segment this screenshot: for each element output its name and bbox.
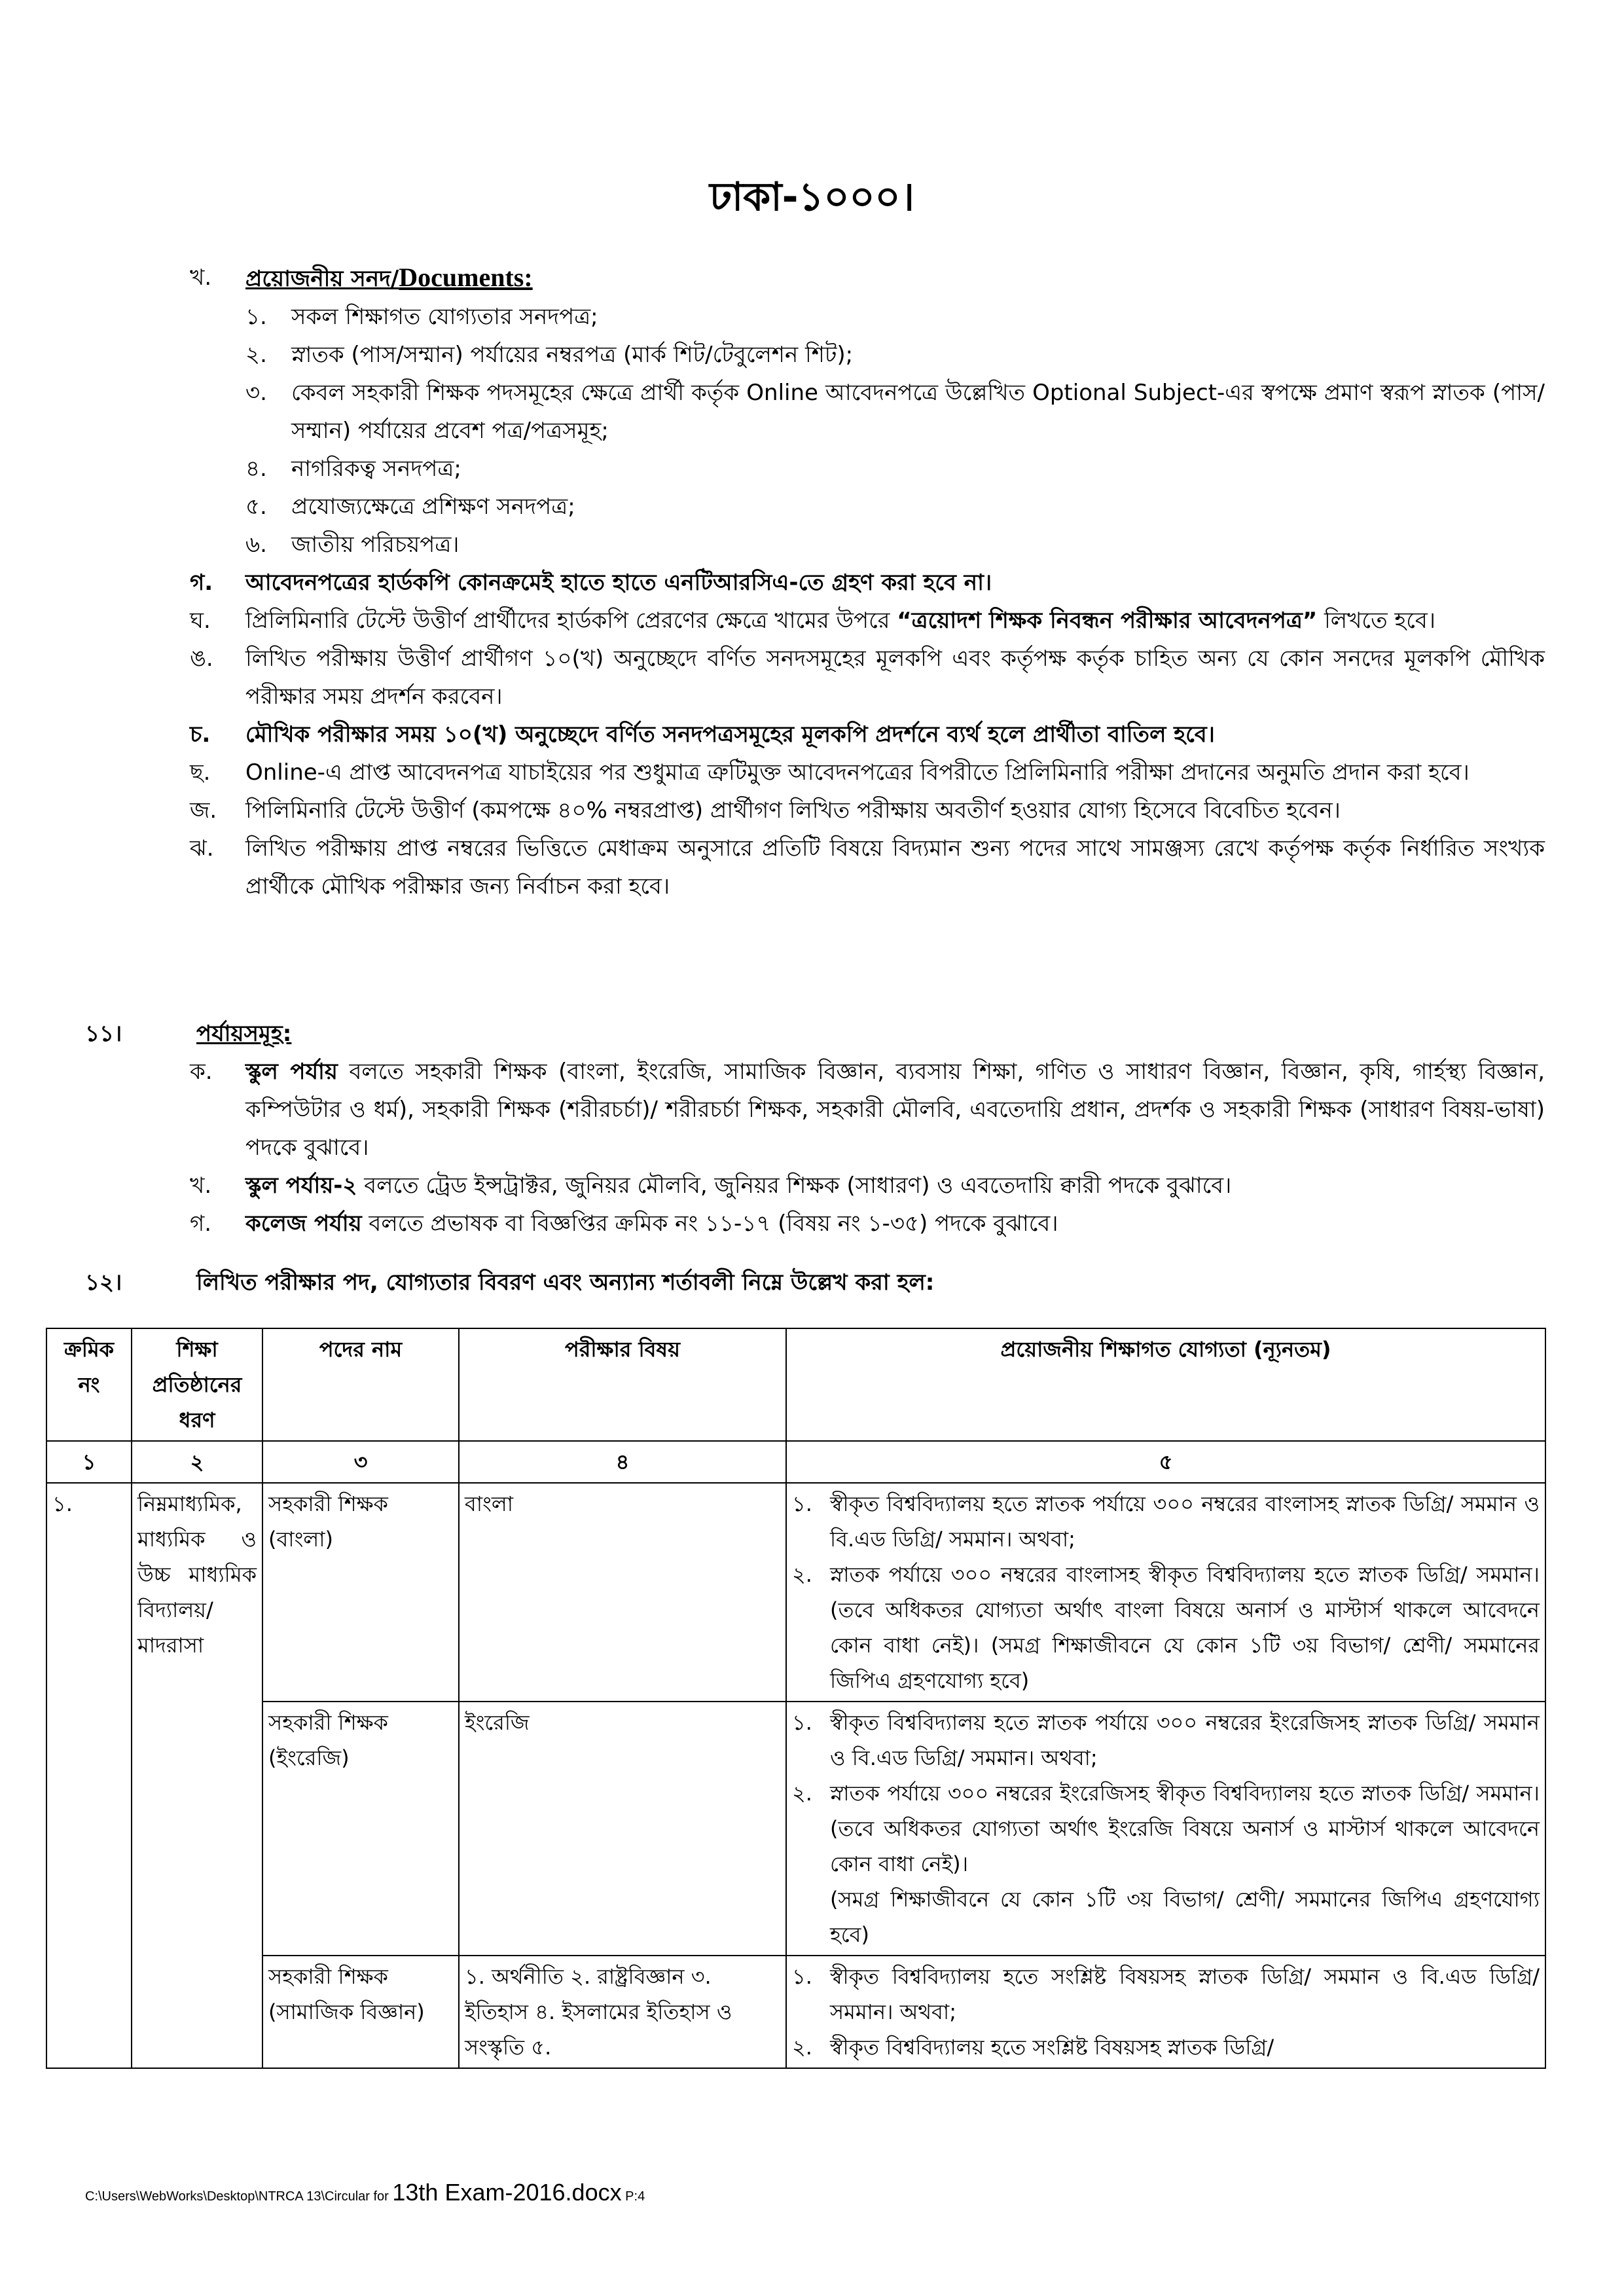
section-title: লিখিত পরীক্ষার পদ, যোগ্যতার বিবরণ এবং অন্যান্য শর্তাবলী নিম্নে উল্লেখ করা হল: [196, 1269, 935, 1296]
column-header: পরীক্ষার বিষয় [459, 1328, 786, 1441]
qualification-cell: ১. স্বীকৃত বিশ্ববিদ্যালয় হতে স্নাতক পর্যায়ে ৩০০ নম্বরের ইংরেজিসহ স্নাতক ডিগ্রি/ সমমান ও বি.এড ডিগ্রি/ সমমান। অথবা; ২. স্নাতক পর্যায়ে ৩০০ নম্বরের ইংরেজিসহ স্বীকৃত বিশ্ববিদ্যালয় হতে স্নাতক ডিগ্রি/ সমমান। (তবে অধিকতর যোগ্যতা অর্থাৎ ইংরেজি বিষয়ে অনার্স ও মাস্টার্স থাকলে আবেদনে কোন বাধা নেই)। (সমগ্র শিক্ষাজীবনে যে কোন ১টি ৩য় বিভাগ/ শ্রেণী/ সমমানের জিপিএ গ্রহণযোগ্য হবে) [786, 1702, 1545, 1956]
section-marker: খ. [190, 264, 212, 291]
section-11 [85, 1015, 1545, 1243]
list-item: ১. সকল শিক্ষাগত যোগ্যতার সনদপত্র; [245, 304, 598, 330]
section-number: ১১। [85, 1021, 122, 1047]
section-title: পর্যায়সমূহ: [196, 1021, 292, 1047]
footer-path: C:\Users\WebWorks\Desktop\NTRCA 13\Circular for [85, 2189, 389, 2204]
footer-page: P:4 [625, 2189, 645, 2204]
serial-cell: ১. [46, 1483, 132, 2068]
institution-cell: নিম্নমাধ্যমিক, মাধ্যমিক ও উচ্চ মাধ্যমিক বিদ্যালয়/ মাদরাসা [132, 1483, 262, 2068]
table-row [46, 1702, 1545, 1956]
post-cell: সহকারী শিক্ষক (ইংরেজি) [262, 1702, 459, 1956]
column-header: শিক্ষা প্রতিষ্ঠানের ধরণ [132, 1328, 262, 1441]
list-item: ক. স্কুল পর্যায় বলতে সহকারী শিক্ষক (বাংলা, ইংরেজি, সামাজিক বিজ্ঞান, ব্যবসায় শিক্ষা, গণিত ও সাধারণ বিজ্ঞান, বিজ্ঞান, কৃষি, গার্হস্থ্য বিজ্ঞান, কম্পিউটার ও ধর্ম), সহকারী শিক্ষক (শরীরচর্চা)/ শরীরচর্চা শিক্ষক, সহকারী মৌলবি, এবতেদায়ি প্রধান, প্রদর্শক ও সহকারী শিক্ষক (সাধারণ বিষয়-ভাষা) পদকে বুঝাবে। [190, 1059, 1545, 1161]
section-number: ১২। [85, 1269, 122, 1296]
post-cell: সহকারী শিক্ষক (বাংলা) [262, 1483, 459, 1702]
file-path-footer [85, 2179, 645, 2206]
documents-heading [190, 259, 1545, 298]
qualification-cell: ১. স্বীকৃত বিশ্ববিদ্যালয় হতে স্নাতক পর্যায়ে ৩০০ নম্বরের বাংলাসহ স্নাতক ডিগ্রি/ সমমান ও বি.এড ডিগ্রি/ সমমান। অথবা; ২. স্নাতক পর্যায়ে ৩০০ নম্বরের বাংলাসহ স্বীকৃত বিশ্ববিদ্যালয় হতে স্নাতক ডিগ্রি/ সমমান। (তবে অধিকতর যোগ্যতা অর্থাৎ বাংলা বিষয়ে অনার্স ও মাস্টার্স থাকলে আবেদনে কোন বাধা নেই)। (সমগ্র শিক্ষাজীবনে যে কোন ১টি ৩য় বিভাগ/ শ্রেণী/ সমমানের জিপিএ গ্রহণযোগ্য হবে) [786, 1483, 1545, 1702]
table-row [46, 1956, 1545, 2068]
subject-cell: বাংলা [459, 1483, 786, 1702]
table-row [46, 1483, 1545, 1702]
page-heading: ঢাকা-১০০০। [709, 174, 915, 220]
subject-cell: ইংরেজি [459, 1702, 786, 1956]
column-header: পদের নাম [262, 1328, 459, 1441]
list-item: ২. স্নাতক (পাস/সম্মান) পর্যায়ের নম্বরপত্র (মার্ক শিট/টেবুলেশন শিট); [245, 342, 854, 368]
footer-filename: 13th Exam-2016.docx [392, 2179, 622, 2206]
column-header: ক্রমিক নং [46, 1328, 132, 1441]
rule-ja: জ. পিলিমিনারি টেস্টে উত্তীর্ণ (কমপক্ষে ৪০% নম্বরপ্রাপ্ত) প্রার্থীগণ লিখিত পরীক্ষায় অবতীর্ণ হওয়ার যোগ্য হিসেবে বিবেচিত হবেন। [190, 797, 1341, 824]
list-item: ৫. প্রযোজ্যক্ষেত্রে প্রশিক্ষণ সনদপত্র; [245, 494, 575, 520]
rule-gha: ঘ. প্রিলিমিনারি টেস্টে উত্তীর্ণ প্রার্থীদের হার্ডকপি প্রেরণের ক্ষেত্রে খামের উপরে “ত্রয়োদশ শিক্ষক নিবন্ধন পরীক্ষার আবেদনপত্র” লিখতে হবে। [190, 608, 1436, 634]
documents-section [190, 259, 1545, 905]
rule-chha: ছ. Online-এ প্রাপ্ত আবেদনপত্র যাচাইয়ের পর শুধুমাত্র ত্রুটিমুক্ত আবেদনপত্রের বিপরীতে প্রিলিমিনারি পরীক্ষা প্রদানের অনুমতি প্রদান করা হবে। [190, 759, 1470, 786]
list-item: খ. স্কুল পর্যায়-২ বলতে ট্রেড ইন্সট্রাক্টর, জুনিয়র মৌলবি, জুনিয়র শিক্ষক (সাধারণ) ও এবতেদায়ি ক্বারী পদকে বুঝাবে। [190, 1173, 1232, 1199]
rule-cha: চ. মৌখিক পরীক্ষার সময় ১০(খ) অনুচ্ছেদে বর্ণিত সনদপত্রসমূহের মূলকপি প্রদর্শনে ব্যর্থ হলে প্রার্থীতা বাতিল হবে। [190, 721, 1215, 748]
documents-title: প্রয়োজনীয় সনদ/ [245, 266, 399, 292]
table-header-row [46, 1328, 1545, 1441]
rule-ga: গ. আবেদনপত্রের হার্ডকপি কোনক্রমেই হাতে হাতে এনটিআরসিএ-তে গ্রহণ করা হবে না। [190, 570, 992, 596]
documents-title-en: Documents: [399, 263, 533, 292]
column-number-row: ১ ২ ৩ ৪ ৫ [46, 1441, 1545, 1483]
post-cell: সহকারী শিক্ষক (সামাজিক বিজ্ঞান) [262, 1956, 459, 2068]
list-item: ৩. কেবল সহকারী শিক্ষক পদসমূহের ক্ষেত্রে প্রার্থী কর্তৃক Online আবেদনপত্রে উল্লেখিত Optional Subject-এর স্বপক্ষে প্রমাণ স্বরূপ স্নাতক (পাস/সম্মান) পর্যায়ের প্রবেশ পত্র/পত্রসমূহ; [245, 380, 1545, 444]
qualification-table [46, 1328, 1546, 2069]
list-item: গ. কলেজ পর্যায় বলতে প্রভাষক বা বিজ্ঞপ্তির ক্রমিক নং ১১-১৭ (বিষয় নং ১-৩৫) পদকে বুঝাবে। [190, 1211, 1058, 1237]
section-12 [85, 1264, 1545, 1302]
qualification-cell: ১. স্বীকৃত বিশ্ববিদ্যালয় হতে সংশ্লিষ্ট বিষয়সহ স্নাতক ডিগ্রি/ সমমান ও বি.এড ডিগ্রি/ সমমান। অথবা; ২. স্বীকৃত বিশ্ববিদ্যালয় হতে সংশ্লিষ্ট বিষয়সহ স্নাতক ডিগ্রি/ [786, 1956, 1545, 2068]
subject-cell: ১. অর্থনীতি ২. রাষ্ট্রবিজ্ঞান ৩. ইতিহাস ৪. ইসলামের ইতিহাস ও সংস্কৃতি ৫. [459, 1956, 786, 2068]
rule-jha: ঝ. লিখিত পরীক্ষায় প্রাপ্ত নম্বরের ভিত্তিতে মেধাক্রম অনুসারে প্রতিটি বিষয়ে বিদ্যমান শুন্য পদের সাথে সামঞ্জস্য রেখে কর্তৃপক্ষ কর্তৃক নির্ধারিত সংখ্যক প্রার্থীকে মৌখিক পরীক্ষার জন্য নির্বাচন করা হবে। [190, 835, 1545, 900]
list-item: ৪. নাগরিকত্ব সনদপত্র; [245, 456, 461, 482]
list-item: ৬. জাতীয় পরিচয়পত্র। [245, 532, 460, 558]
column-header: প্রয়োজনীয় শিক্ষাগত যোগ্যতা (ন্যূনতম) [786, 1328, 1545, 1441]
rule-uma: ঙ. লিখিত পরীক্ষায় উত্তীর্ণ প্রার্থীগণ ১০(খ) অনুচ্ছেদে বর্ণিত সনদসমূহের মূলকপি এবং কর্তৃপক্ষ কর্তৃক চাহিত অন্য যে কোন সনদের মূলকপি মৌখিক পরীক্ষার সময় প্রদর্শন করবেন। [190, 646, 1545, 710]
